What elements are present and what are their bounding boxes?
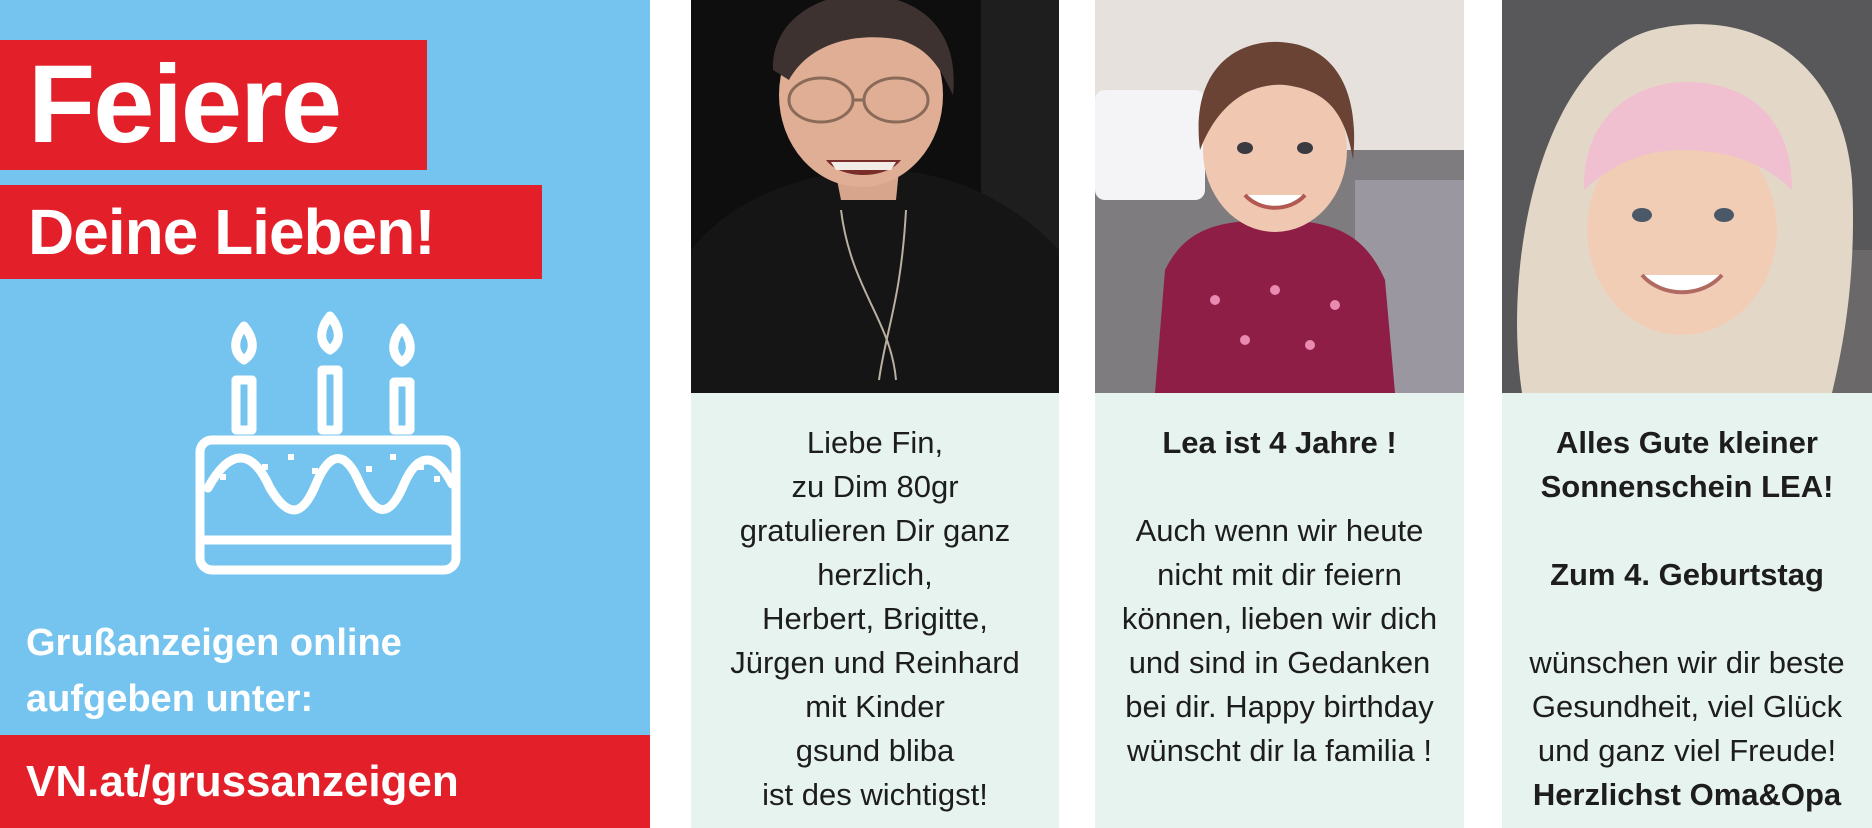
greeting-card-3 <box>1502 0 1872 828</box>
promo-panel <box>0 0 650 828</box>
birthday-cake-icon <box>190 308 470 578</box>
card-1-photo <box>691 0 1059 393</box>
card-1-line: ist des wichtigst! <box>762 777 988 812</box>
card-1-line: gratulieren Dir ganz <box>739 513 1011 548</box>
card-3-photo <box>1502 0 1872 393</box>
headline-deine-lieben: Deine Lieben! <box>0 185 542 279</box>
url-link[interactable]: VN.at/grussanzeigen <box>0 735 650 828</box>
card-1-line: zu Dim 80gr <box>791 469 959 504</box>
card-1-line: mit Kinder <box>805 689 945 724</box>
card-3-heading-2: Sonnenschein LEA! <box>1540 469 1834 504</box>
card-2-message <box>1095 393 1464 828</box>
card-2-photo <box>1095 0 1464 393</box>
online-cta <box>26 615 626 727</box>
card-1-line: Herbert, Brigitte, <box>762 601 988 636</box>
portrait-grandmother-image <box>691 0 1059 393</box>
greeting-card-2 <box>1095 0 1464 828</box>
greeting-card-1 <box>691 0 1059 828</box>
card-2-line: nicht mit dir feiern <box>1157 557 1402 592</box>
portrait-girl-image <box>1095 0 1464 393</box>
cta-line-2: aufgeben unter: <box>26 678 314 720</box>
card-3-signature: Herzlichst Oma&Opa <box>1532 777 1842 812</box>
card-3-line: Gesundheit, viel Glück <box>1531 689 1843 724</box>
card-2-line: Auch wenn wir heute <box>1135 513 1424 548</box>
card-2-heading: Lea ist 4 Jahre ! <box>1162 425 1397 460</box>
cta-line-1: Grußanzeigen online <box>26 622 402 664</box>
card-1-line: Jürgen und Reinhard <box>730 645 1020 680</box>
card-3-line: wünschen wir dir beste <box>1529 645 1845 680</box>
card-1-line: herzlich, <box>817 557 933 592</box>
card-3-heading-1: Alles Gute kleiner <box>1556 425 1818 460</box>
headline-feiere: Feiere <box>0 40 427 170</box>
card-2-line: wünscht dir la familia ! <box>1127 733 1432 768</box>
card-1-message <box>691 393 1059 828</box>
card-3-message <box>1502 393 1872 828</box>
portrait-child-hat-image <box>1502 0 1872 393</box>
card-3-subheading: Zum 4. Geburtstag <box>1550 557 1824 592</box>
card-2-line: können, lieben wir dich <box>1121 601 1438 636</box>
card-3-line: und ganz viel Freude! <box>1537 733 1837 768</box>
card-1-line: Liebe Fin, <box>806 425 944 460</box>
card-2-line: und sind in Gedanken <box>1128 645 1431 680</box>
card-2-line: bei dir. Happy birthday <box>1125 689 1434 724</box>
card-1-line: gsund bliba <box>795 733 955 768</box>
